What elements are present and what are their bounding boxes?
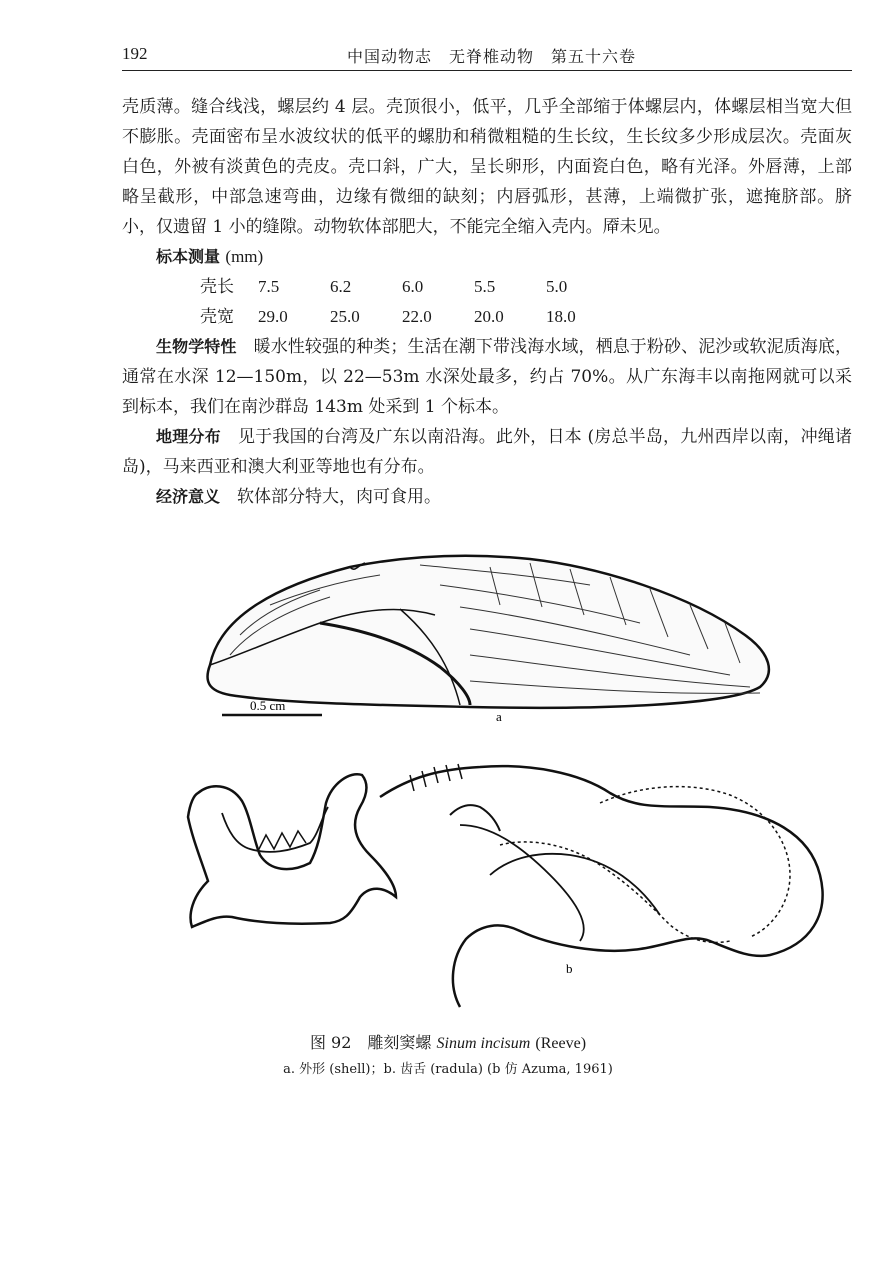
economic-text: 软体部分特大，肉可食用。 bbox=[237, 487, 442, 507]
economic-heading: 经济意义 bbox=[156, 487, 221, 506]
running-head: 中国动物志 无脊椎动物 第五十六卷 bbox=[347, 47, 637, 66]
biology-heading: 生物学特性 bbox=[156, 337, 237, 356]
measurements-unit: (mm) bbox=[225, 247, 264, 266]
caption-author: (Reeve) bbox=[535, 1035, 587, 1052]
measurements-table bbox=[200, 272, 618, 332]
biology-text: 暖水性较强的种类；生活在潮下带浅海水域，栖息于粉砂、泥沙或软泥质海底，通常在水深 12—150m，以 22—53m 水深处最多，约占 70%。从广东海丰以南拖网就可以采到标本，我们在南沙群岛 143m 处采到 1 个标本。 bbox=[122, 337, 852, 417]
radula-drawing bbox=[188, 764, 823, 1007]
figure-subcaption: a. 外形 (shell)；b. 齿舌 (radula) (b 仿 Azuma, 1961) bbox=[283, 1062, 613, 1077]
measurements-heading: 标本测量 bbox=[156, 247, 221, 266]
caption-species: Sinum incisum bbox=[436, 1035, 531, 1052]
figure-illustration bbox=[170, 545, 870, 1025]
measurements-heading-line bbox=[122, 242, 852, 272]
table-cell: 5.0 bbox=[546, 277, 568, 296]
biology-paragraph bbox=[122, 332, 852, 422]
table-cell: 29.0 bbox=[258, 307, 288, 326]
figure-caption bbox=[0, 1030, 896, 1053]
table-cell: 7.5 bbox=[258, 277, 280, 296]
description-paragraph: 壳质薄。缝合线浅，螺层约 4 层。壳顶很小，低平，几乎全部缩于体螺层内，体螺层相当宽大但不膨胀。壳面密布呈水波纹状的低平的螺肋和稍微粗糙的生长纹，生长纹多少形成层次。壳面灰白色，外被有淡黄色的壳皮。壳口斜，广大，呈长卵形，内面瓷白色，略有光泽。外唇薄，上部略呈截形，中部急速弯曲，边缘有微细的缺刻；内唇弧形，甚薄，上端微扩张，遮掩脐部。脐小，仅遗留 1 小的缝隙。动物软体部肥大，不能完全缩入壳内。厣未见。 bbox=[122, 97, 852, 237]
body-text bbox=[122, 92, 852, 512]
figure-label-b: b bbox=[566, 961, 573, 976]
distribution-heading: 地理分布 bbox=[156, 427, 221, 446]
row-label: 壳宽 bbox=[200, 307, 234, 327]
table-cell: 25.0 bbox=[330, 307, 360, 326]
table-cell: 6.2 bbox=[330, 277, 352, 296]
table-cell: 18.0 bbox=[546, 307, 576, 326]
table-cell: 6.0 bbox=[402, 277, 424, 296]
table-row bbox=[200, 272, 618, 302]
distribution-text: 见于我国的台湾及广东以南沿海。此外，日本 (房总半岛，九州西岸以南，冲绳诸岛)，马来西亚和澳大利亚等地也有分布。 bbox=[122, 427, 852, 477]
page-number: 192 bbox=[122, 44, 148, 63]
figure-92 bbox=[170, 545, 870, 1025]
page-header bbox=[122, 40, 852, 71]
caption-prefix: 图 92 雕刻窦螺 bbox=[309, 1033, 432, 1052]
shell-drawing bbox=[207, 556, 768, 708]
row-label: 壳长 bbox=[200, 277, 234, 297]
table-cell: 5.5 bbox=[474, 277, 496, 296]
scale-label: 0.5 cm bbox=[250, 698, 286, 713]
economic-paragraph bbox=[122, 482, 852, 512]
table-cell: 20.0 bbox=[474, 307, 504, 326]
table-row bbox=[200, 302, 618, 332]
table-cell: 22.0 bbox=[402, 307, 432, 326]
figure-label-a: a bbox=[496, 709, 502, 724]
distribution-paragraph bbox=[122, 422, 852, 482]
